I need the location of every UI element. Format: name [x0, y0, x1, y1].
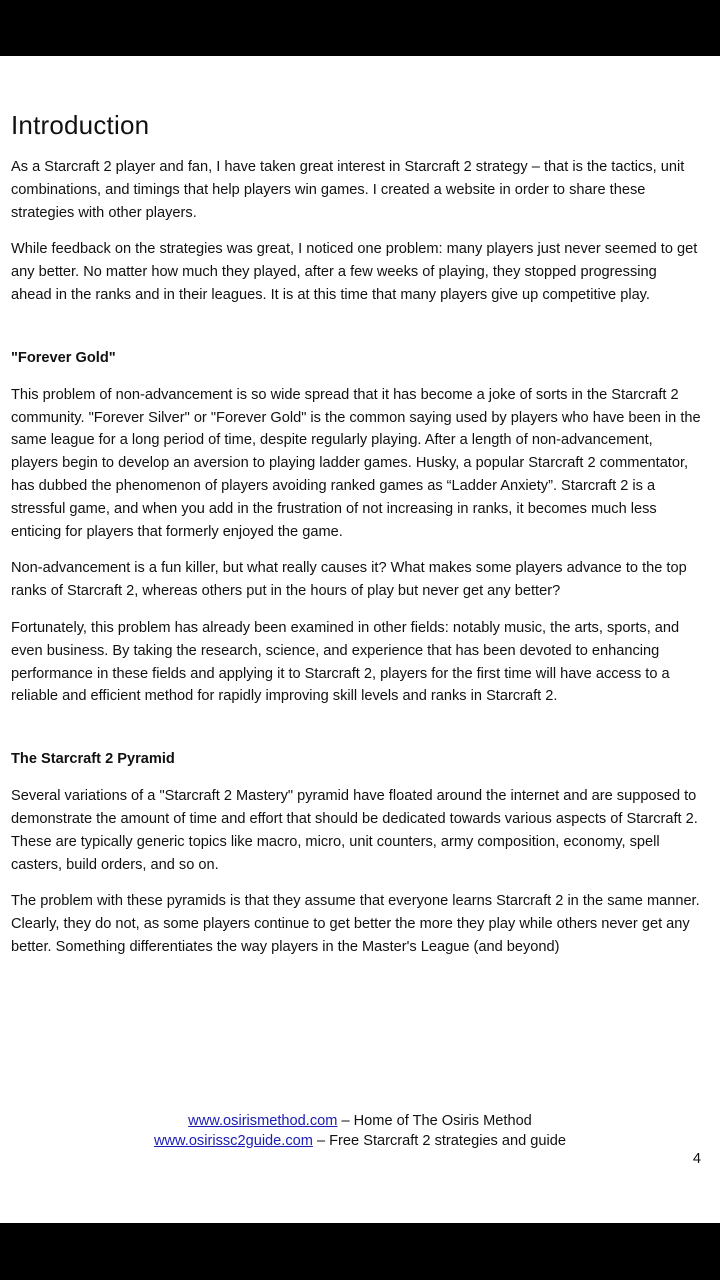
osirissc2guide-link[interactable]: www.osirissc2guide.com [153, 1132, 313, 1149]
paragraph: Fortunately, this problem has already been examined in other fields: notably music, the arts, sports, and even business. By taking the research, science, and experience that has been devoted to enhancing performance in these fields and applying it to Starcraft 2, players for the first time will have access to a reliable and efficient method for rapidly improving skill levels and ranks in Starcraft 2. [11, 619, 680, 705]
footer-line-2 [0, 1132, 720, 1152]
page-title: Introduction [11, 110, 150, 140]
paragraph: Non-advancement is a fun killer, but what really causes it? What makes some players advance to the top ranks of Starcraft 2, whereas others put in the hours of play but never get any better? [11, 560, 687, 600]
footer-line-1 [0, 1112, 720, 1132]
osirismethod-link[interactable]: www.osirismethod.com [188, 1113, 338, 1129]
bottom-black-bar [0, 1223, 720, 1280]
paragraph: The problem with these pyramids is that they assume that everyone learns Starcraft 2 in the same manner. Clearly, they do not, as some players continue to get better the more they play while others never get any better. Something differentiates the way players in the Master's League (and beyond) [11, 893, 700, 955]
paragraph: Several variations of a "Starcraft 2 Mastery" pyramid have floated around the internet and are supposed to demonstrate the amount of time and effort that should be dedicated towards various aspects of Starcraft 2. These are typically generic topics like macro, micro, unit counters, army composition, economy, spell casters, build orders, and so on. [11, 788, 698, 873]
document-content [11, 108, 701, 973]
paragraph: As a Starcraft 2 player and fan, I have taken great interest in Starcraft 2 strategy – that is the tactics, unit combinations, and timings that help players win games. I created a website in order to share these strategies with other players. [11, 159, 685, 221]
top-black-bar [0, 0, 720, 56]
paragraph: This problem of non-advancement is so wide spread that it has become a joke of sorts in the Starcraft 2 community. "Forever Silver" or "Forever Gold" is the common saying used by players who have been in the same league for a long period of time, despite regularly playing. After a length of non-advancement, players begin to develop an aversion to playing ladder games. Husky, a popular Starcraft 2 commentator, has dubbed the phenomenon of players avoiding ranked games as “Ladder Anxiety”. Starcraft 2 is a stressful game, and when you add in the frustration of not increasing in ranks, it becomes much less enticing for players that formerly enjoyed the game. [11, 386, 701, 540]
paragraph: While feedback on the strategies was great, I noticed one problem: many players just never seemed to get any better. No matter how much they played, after a few weeks of playing, they stopped progressing ahead in the ranks and in their leagues. It is at this time that many players give up competitive play. [11, 241, 698, 303]
section-heading-pyramid: The Starcraft 2 Pyramid [11, 751, 175, 768]
footer-line-2-text: – Free Starcraft 2 strategies and guide [312, 1132, 567, 1149]
page-number: 4 [692, 1151, 701, 1167]
footer-line-1-text: – Home of The Osiris Method [337, 1113, 532, 1129]
page-footer [0, 1112, 720, 1151]
section-heading-forever-gold: "Forever Gold" [11, 349, 116, 366]
